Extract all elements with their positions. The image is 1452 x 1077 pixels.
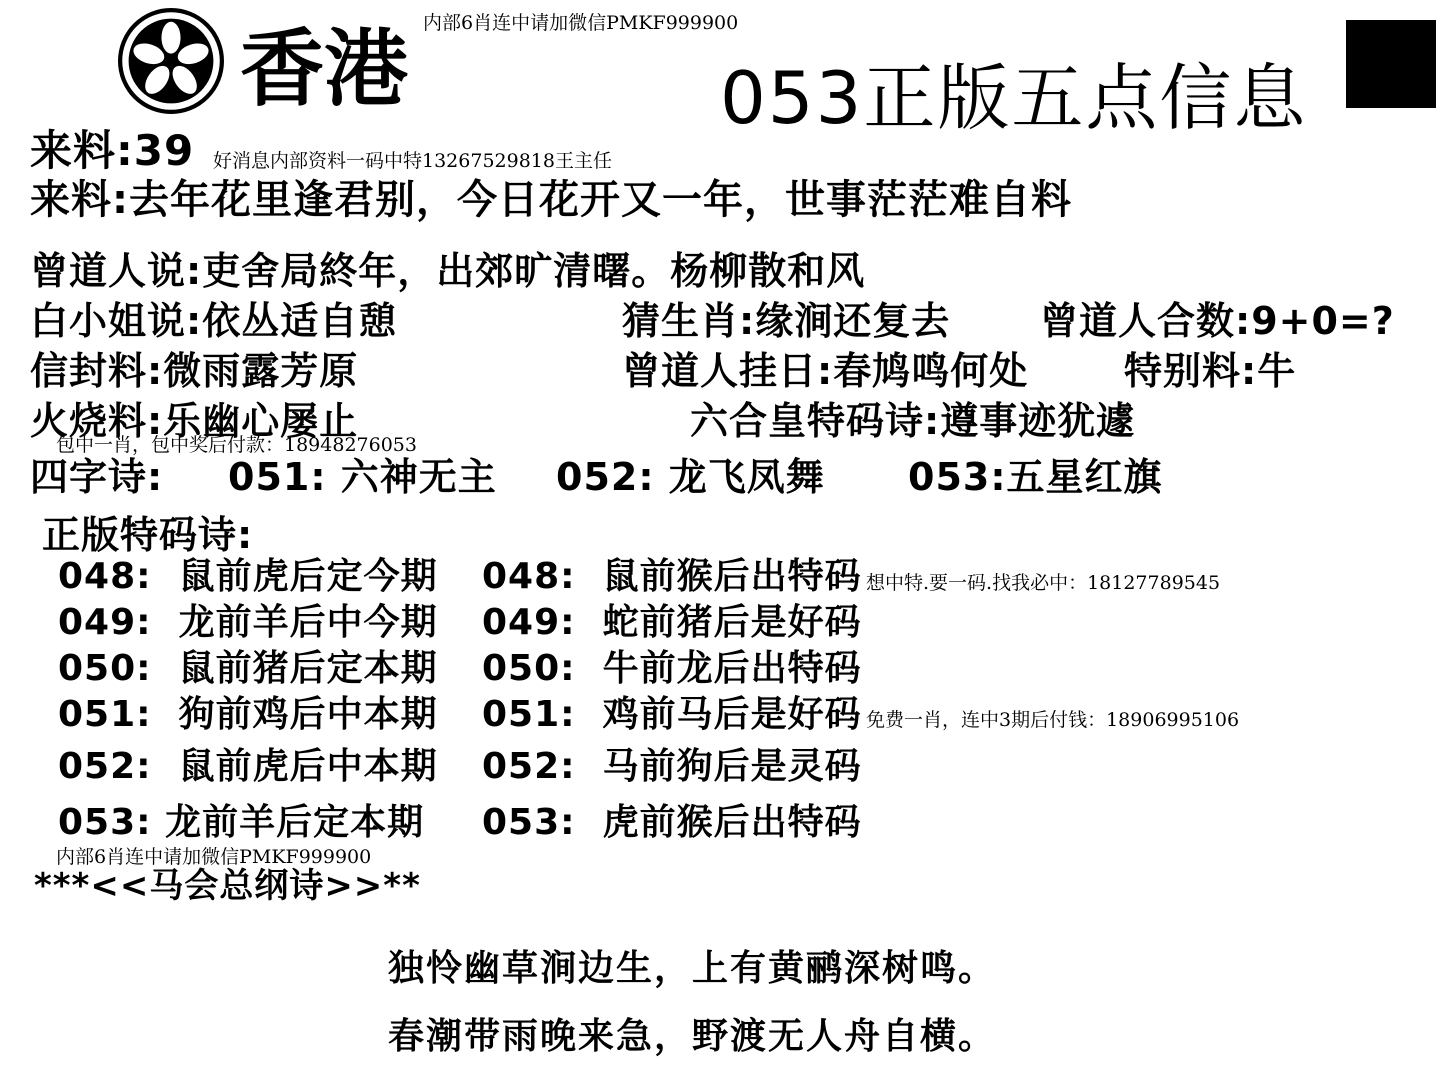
row-text: 鼠前猪后定本期 (178, 648, 438, 689)
baixiaojie-value: 依丛适自憩 (202, 299, 398, 343)
zhengban-row-right (482, 794, 862, 845)
zhengban-row-right (482, 738, 862, 789)
zhengban-row-left (58, 738, 438, 789)
row-text: 龙前羊后中今期 (178, 602, 438, 643)
huoshao-label: 火烧料: (30, 399, 164, 443)
row-no: 052: (482, 746, 576, 787)
zhengban-row-left (58, 548, 438, 599)
liuhe-value: 遵事迹犹遽 (940, 399, 1136, 443)
zhengban-row-left (58, 794, 424, 845)
row-text: 虎前猴后出特码 (602, 802, 862, 843)
sizi-item (556, 446, 825, 501)
row-no: 049: (482, 602, 576, 643)
sizi-item-no: 052: (556, 455, 655, 499)
zengdao-label: 曾道人说: (30, 249, 203, 293)
row-no: 050: (58, 648, 152, 689)
baixiaojie-label: 白小姐说: (30, 299, 203, 343)
row-no: 048: (58, 556, 152, 597)
ad-top: 内部6肖连中请加微信PMKF999900 (423, 12, 739, 34)
row-text: 鼠前虎后中本期 (178, 746, 438, 787)
row-text: 牛前龙后出特码 (602, 648, 862, 689)
guari-line (622, 340, 1028, 395)
heshu-line (1040, 290, 1395, 345)
xinfeng-value: 微雨露芳原 (163, 349, 359, 393)
sizi-item-no: 053: (908, 455, 1007, 499)
lailiao-1-value: 39 (133, 126, 195, 175)
zhengban-row-right (482, 640, 862, 691)
row-no: 050: (482, 648, 576, 689)
zengdao-line (30, 240, 865, 295)
row-no: 049: (58, 602, 152, 643)
zengdao-value: 吏舍局終年，出郊旷清曙。杨柳散和风 (202, 249, 866, 293)
zhengban-row-left (58, 594, 438, 645)
guari-value: 春鸠鸣何处 (833, 349, 1029, 393)
xinfeng-line (30, 340, 358, 395)
caishengxiao-value: 缘涧还复去 (755, 299, 951, 343)
closing-line: 独怜幽草涧边生，上有黄鹂深树鸣。 (388, 948, 997, 989)
row-no: 051: (482, 694, 576, 735)
heshu-value: 9+0=? (1251, 299, 1395, 343)
zhengban-row-left (58, 686, 438, 737)
ad-2: 包中一肖，包中奖后付款：18948276053 (56, 434, 417, 456)
row-no: 051: (58, 694, 152, 735)
mahui-label: ***<<马会总纲诗>>** (34, 866, 421, 906)
sizi-item-text: 龙飞凤舞 (668, 455, 825, 499)
guari-label: 曾道人挂日: (622, 349, 834, 393)
xinfeng-label: 信封料: (30, 349, 164, 393)
sizi-item (908, 446, 1163, 501)
row-text: 狗前鸡后中本期 (178, 694, 438, 735)
issue-title: 053正版五点信息 (720, 56, 1308, 140)
zhengban-row-right (482, 594, 862, 645)
ad-1: 好消息内部资料一码中特13267529818王主任 (213, 150, 612, 172)
sizi-item-text: 六神无主 (340, 455, 497, 499)
row-text: 龙前羊后定本期 (165, 802, 425, 843)
liuhe-label: 六合皇特码诗: (690, 399, 941, 443)
corner-mark (1346, 20, 1436, 108)
ad-5: 内部6肖连中请加微信PMKF999900 (56, 846, 372, 868)
lailiao-1-label: 来料: (30, 126, 134, 175)
sizi-label: 四字诗: (30, 455, 164, 499)
tebie-line (1124, 340, 1296, 395)
row-text: 马前狗后是灵码 (602, 746, 862, 787)
hk-emblem-icon (118, 8, 224, 114)
lailiao-2-value: 去年花里逢君别，今日花开又一年，世事茫茫难自料 (129, 177, 1072, 223)
zhengban-row-right (482, 548, 862, 599)
header-title: 香港 (240, 20, 409, 118)
closing-line: 春潮带雨晚来急，野渡无人舟自横。 (388, 1016, 997, 1057)
sizi-item-text: 五星红旗 (1006, 455, 1163, 499)
ad-4: 免费一肖，连中3期后付钱：18906995106 (866, 709, 1240, 731)
lailiao-2-label: 来料: (30, 177, 129, 223)
tebie-label: 特别料: (1124, 349, 1258, 393)
caishengxiao-label: 猜生肖: (622, 299, 756, 343)
zhengban-row-right (482, 686, 862, 737)
row-no: 053: (58, 802, 152, 843)
row-text: 蛇前猪后是好码 (602, 602, 862, 643)
tebie-value: 牛 (1257, 349, 1297, 393)
row-no: 052: (58, 746, 152, 787)
baixiaojie-line (30, 290, 397, 345)
row-no: 053: (482, 802, 576, 843)
huoshao-value: 乐幽心屡止 (163, 399, 359, 443)
caishengxiao-line (622, 290, 950, 345)
row-no: 048: (482, 556, 576, 597)
zhengban-label: 正版特码诗: (42, 513, 254, 557)
sizi-item (228, 446, 497, 501)
row-text: 鼠前猴后出特码 (602, 556, 862, 597)
row-text: 鸡前马后是好码 (602, 694, 862, 735)
lailiao-2 (30, 168, 1072, 225)
sizi-item-no: 051: (228, 455, 327, 499)
zhengban-row-left (58, 640, 438, 691)
ad-3: 想中特.要一码.找我必中：18127789545 (866, 572, 1221, 594)
row-text: 鼠前虎后定今期 (178, 556, 438, 597)
liuhe-line (690, 390, 1135, 445)
heshu-label: 曾道人合数: (1040, 299, 1252, 343)
